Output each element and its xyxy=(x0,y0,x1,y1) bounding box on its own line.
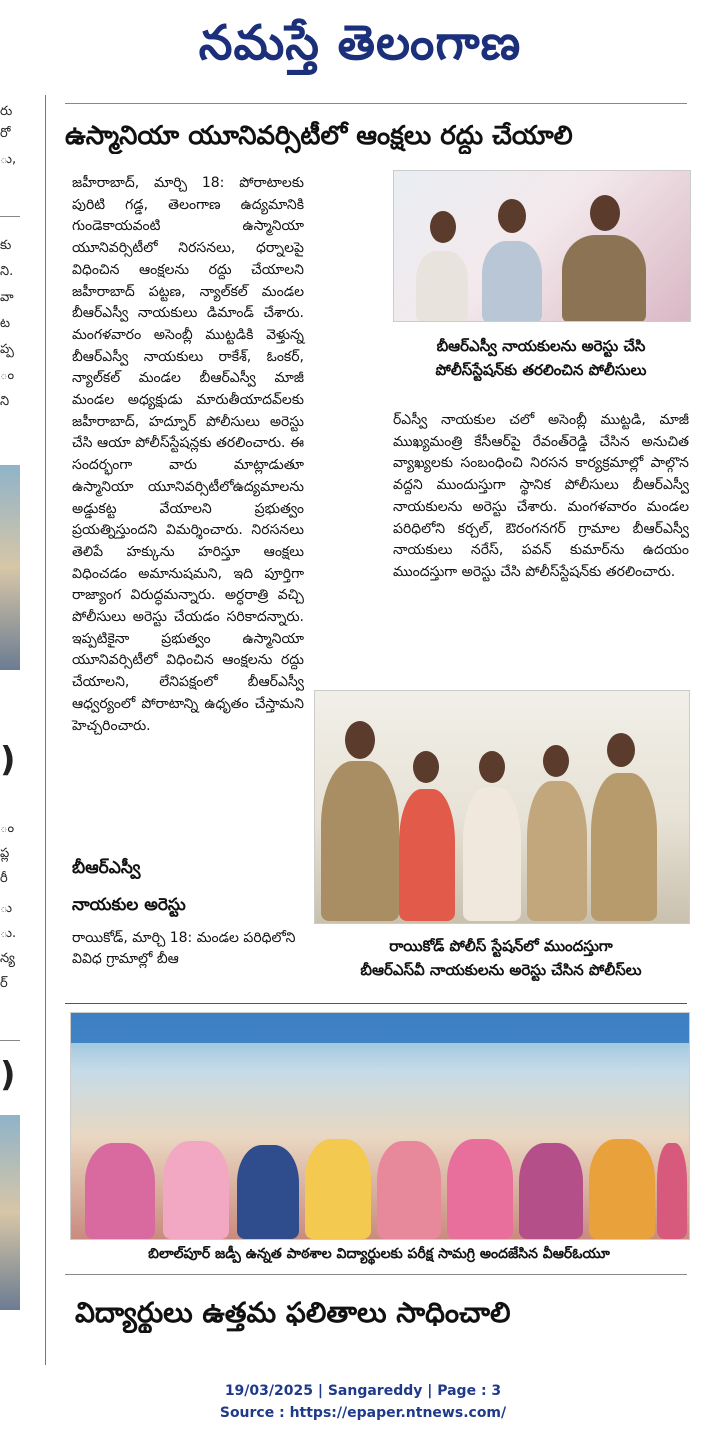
article-headline: ఉస్మానియా యూనివర్సిటీలో ఆంక్షలు రద్దు చేయాలి xyxy=(65,121,573,151)
fragment-text: ) xyxy=(0,1055,16,1095)
caption-rule xyxy=(65,1274,687,1275)
fragment-text: ట xyxy=(0,316,11,331)
fragment-text: రీ xyxy=(0,871,8,886)
photo-person xyxy=(305,1139,371,1239)
photo-person xyxy=(562,235,646,322)
top-rule xyxy=(65,103,687,104)
fragment-text: ర్ xyxy=(0,976,8,991)
photo-person xyxy=(321,761,399,921)
article-subheadline: నాయకుల అరెస్టు xyxy=(72,895,186,915)
fragment-rule xyxy=(0,216,20,217)
photo-person-head xyxy=(590,195,620,231)
photo-caption-line: పోలీస్‌స్టేషన్‌కు తరలించిన పోలీసులు xyxy=(435,361,647,379)
article-body-left: జహీరాబాద్, మార్చి 18: పోరాటాలకు పురిటి గడ్డ, తెలంగాణ ఉద్యమానికి గుండెకాయవంటి ఉస్మానియా యూనివర్సిటీలో నిరసనలు, ధర్నాలపై విధించిన ఆంక్షలను రద్దు చేయాలని జహీరాబాద్ పట్టణ, న్యాల్‌కల్ మండల బీఆర్‌ఎస్వీ నాయకులు డిమాండ్ చేశారు. మంగళవారం అసెంబ్లీ ముట్టడికి వెళ్తున్న బీఆర్‌ఎస్వీ నాయకులు రాకేశ్, ఓంకర్, న్యాల్‌కల్ మండల బీఆర్‌ఎస్వీ మాజీ మండల అధ్యక్షుడు మారుతీయాదవ్‌లకు జహీరాబాద్, హద్నూర్ పోలీసులు అరెస్టు చేసి ఆయా పోలీస్‌స్టేషన్లకు తరలించారు. ఈ సందర్భంగా వారు మాట్లాడుతూ ఉస్మానియా యూనివర్సిటీలోఉద్యమాలను అడ్డుకట్ట వేయాలని ప్రభుత్వం ప్రయత్నిస్తుందని విమర్శించారు. నిరసనలు తెలిపే హక్కును హరిస్తూ ఆంక్షలు విధించడం అమానుషమని, ఇది పూర్తిగా రాజ్యాంగ విరుద్ధమన్నారు. అర్ధరాత్రి వచ్చి పోలీసులు అరెస్టు చేయడం సరికాదన్నారు. ఇప్పటికైనా ప్రభుత్వం ఉస్మానియా యూనివర్సిటీలో విధించిన ఆంక్షలను రద్దు చేయాలని, లేనిపక్షంలో బీఆర్‌ఎస్వీ ఆధ్వర్యంలో పోరాటాన్ని ఉధృతం చేస్తామని హెచ్చరించారు. xyxy=(72,175,304,734)
fragment-text: న్య xyxy=(0,951,15,966)
photo-person-head xyxy=(607,733,635,767)
fragment-text: రు xyxy=(0,104,13,119)
section-rule xyxy=(65,1003,687,1004)
fragment-text: ని xyxy=(0,394,10,409)
fragment-text: ని. xyxy=(0,264,14,279)
photo-person xyxy=(399,789,455,921)
photo-caption xyxy=(393,334,689,382)
photo-caption-line: రాయికోడ్ పోలీస్ స్టేషన్‌లో ముందస్తుగా xyxy=(389,937,613,955)
fragment-photo xyxy=(0,465,20,670)
photo-caption-line: బీఆర్‌ఎస్‌వీ నాయకులను అరెస్టు చేసిన పోలీస్‌లు xyxy=(360,961,642,979)
source-link[interactable]: Source : https://epaper.ntnews.com/ xyxy=(219,1405,507,1421)
photo-person xyxy=(416,251,468,322)
fragment-text: ప్ల xyxy=(0,846,10,861)
fragment-text: ) xyxy=(0,740,16,780)
edition-info: 19/03/2025 | Sangareddy | Page : 3 xyxy=(224,1383,502,1399)
photo-person xyxy=(527,781,587,921)
photo-school-banner xyxy=(71,1013,689,1043)
article-body-cut xyxy=(72,1356,684,1366)
photo-caption-line: బీఆర్‌ఎస్వీ నాయకులను అరెస్టు చేసి xyxy=(436,337,646,355)
students-group-photo xyxy=(70,1012,690,1240)
photo-person xyxy=(463,787,521,921)
photo-person xyxy=(377,1141,441,1239)
article-subheadline: బీఆర్‌ఎస్వీ xyxy=(72,858,141,878)
column-rule xyxy=(45,95,46,1365)
fragment-text: రో xyxy=(0,126,11,141)
photo-caption: బిలాల్‌పూర్ జడ్పీ ఉన్నత పాఠశాల విద్యార్థులకు పరీక్ష సామగ్రి అందజేసిన వీఆర్‌ఓయూ xyxy=(148,1246,610,1262)
fragment-text: కు xyxy=(0,238,12,253)
photo-person xyxy=(591,773,657,921)
photo-person xyxy=(163,1141,229,1239)
photo-person-head xyxy=(345,721,375,759)
photo-person-head xyxy=(498,199,526,233)
photo-person xyxy=(657,1143,687,1239)
fragment-text: వా xyxy=(0,290,14,305)
fragment-text: ప్ప xyxy=(0,342,14,357)
photo-person-head xyxy=(413,751,439,783)
fragment-text: ు, xyxy=(0,152,17,167)
fragment-text: ు. xyxy=(0,926,17,941)
photo-person xyxy=(482,241,542,322)
photo-person-head xyxy=(479,751,505,783)
photo-person xyxy=(237,1145,299,1239)
page-footer xyxy=(0,1380,726,1424)
fragment-photo xyxy=(0,1115,20,1310)
photo-caption xyxy=(314,934,688,982)
adjacent-column-fragment xyxy=(0,95,22,1365)
photo-person xyxy=(447,1139,513,1239)
photo-person xyxy=(589,1139,655,1239)
fragment-text: ు xyxy=(0,901,13,916)
article-headline-2: విద్యార్థులు ఉత్తమ ఫలితాలు సాధించాలి xyxy=(75,1296,511,1329)
masthead-logo: నమస్తే తెలంగాణ xyxy=(198,15,522,71)
photo-person-head xyxy=(430,211,456,243)
photo-person xyxy=(85,1143,155,1239)
police-station-photo xyxy=(314,690,690,924)
arrest-photo xyxy=(393,170,691,322)
fragment-rule xyxy=(0,1040,20,1041)
article-body-continued: రాయికోడ్, మార్చి 18: మండల పరిధిలోని వివిధ గ్రామాల్లో బీఆ xyxy=(72,930,296,967)
fragment-text: ం xyxy=(0,821,15,836)
article-body-right: ర్‌ఎస్వీ నాయకుల చలో అసెంబ్లీ ముట్టడి, మాజీ ముఖ్యమంత్రి కేసీఆర్‌పై రేవంత్‌రెడ్డి చేసిన అనుచిత వ్యాఖ్యలకు సంబంధించి నిరసన కార్యక్రమాల్లో పాల్గొన వద్దని ముందుస్తుగా స్థానిక పోలీసులు బీఆర్‌ఎస్వీ నాయకులను అరెస్టు చేశారు. మంగళవారం మండల పరిధిలోని కర్చల్, ఔరంగనగర్ గ్రామాల బీఆర్‌ఎస్వీ నాయకులు నరేస్, పవన్ కుమార్‌ను ఉదయం ముందస్తుగా అరెస్టు చేసి పోలీస్‌స్టేషన్‌కు తరలించారు. xyxy=(393,412,689,580)
photo-person-head xyxy=(543,745,569,777)
fragment-text: ం xyxy=(0,368,15,383)
photo-person xyxy=(519,1143,583,1239)
